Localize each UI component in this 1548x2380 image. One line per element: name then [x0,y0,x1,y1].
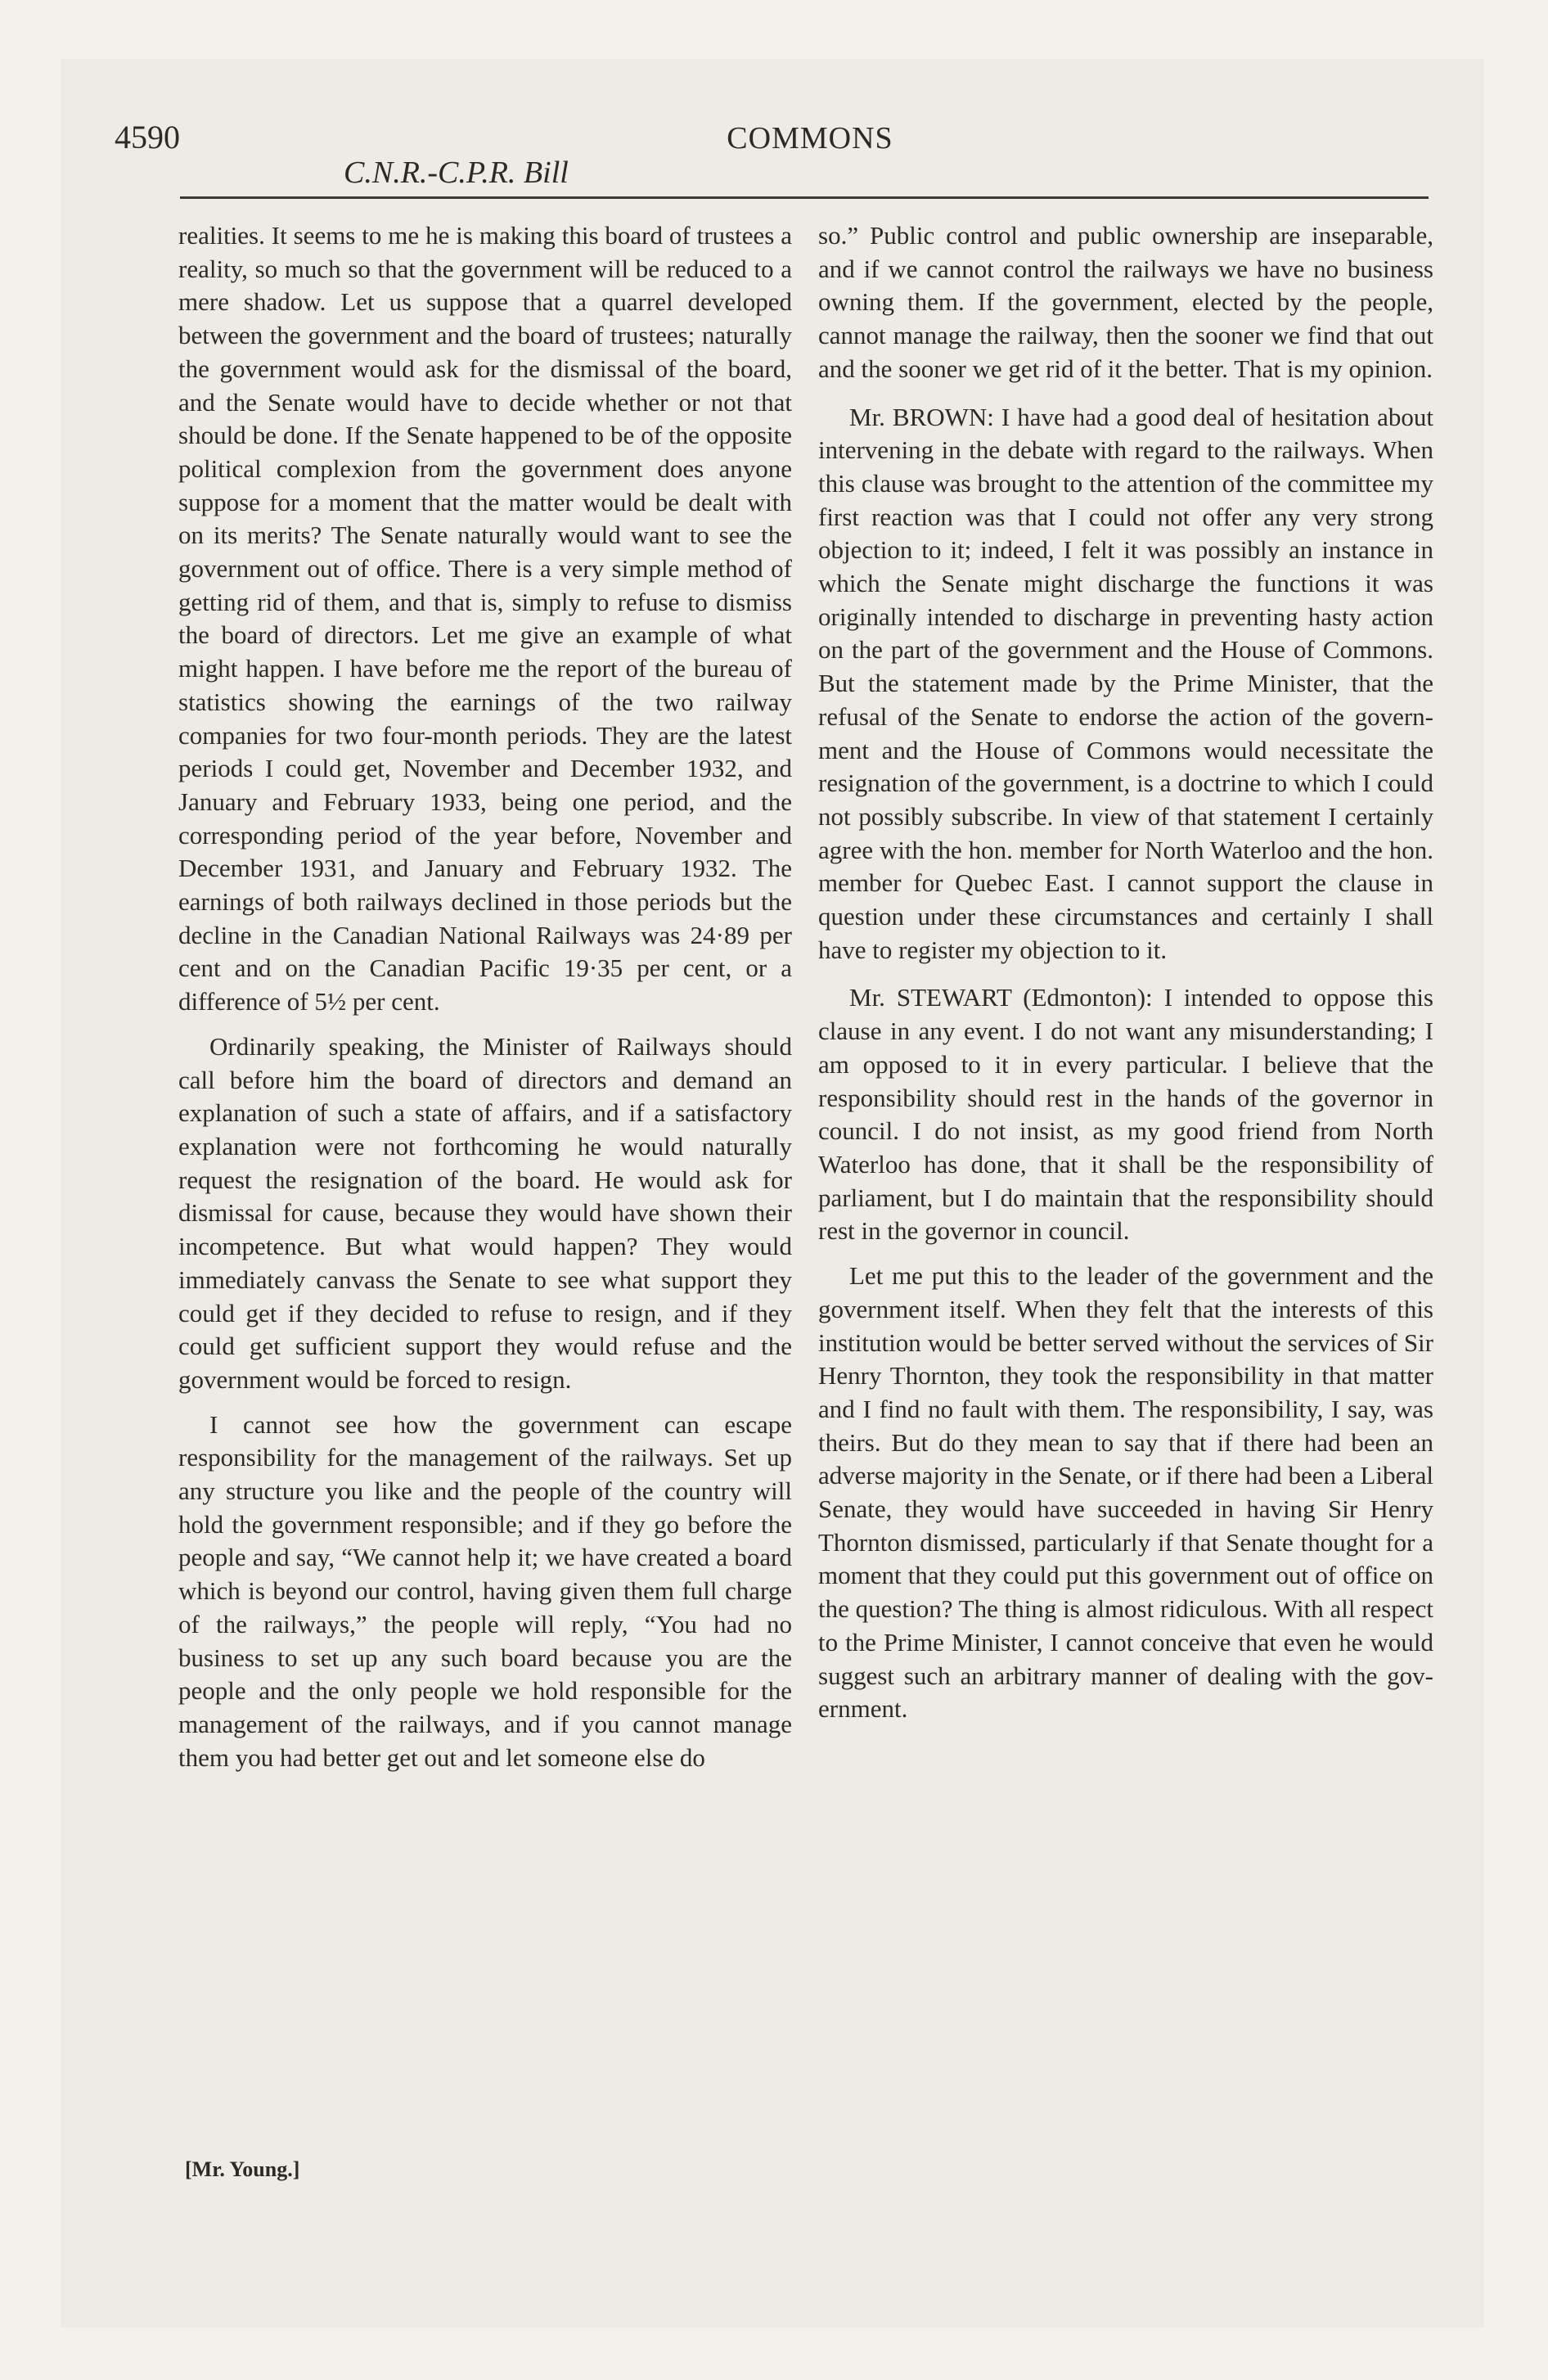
paragraph: realities. It seems to me he is making this board of trustees a reality, so much so that the government will be reduced to a mere shadow. Let us suppose that a quarrel developed between the government and the board of trustees; naturally the government would ask for the dismissal of the board, and the Senate would have to decide whether or not that should be done. If the Senate happened to be of the opposite political complexion from the government does anyone suppose for a moment that the matter would be dealt with on its merits? The Senate naturally would want to see the government out of office. There is a very simple method of getting rid of them, and that is, simply to refuse to dismiss the board of directors. Let me give an example of what might happen. I have before me the report of the bureau of statistics showing the earnings of the two railway companies for two four-month periods. They are the latest periods I could get, November and December 1932, and January and February 1933, being one period, and the corresponding period of the year before, November and December 1931, and January and February 1932. The earnings of both railways declined in those periods but the decline in the Canadian National Railways was 24·89 per cent and on the Canadian Pacific 19·35 per cent, or a difference of 5½ per cent. [178,221,792,1016]
paragraph-speaker-brown: Mr. BROWN: I have had a good deal of hesitation about intervening in the debate with regard to the railways. When this clause was brought to the attention of the committee my first reaction was that I could not offer any very strong objection to it; indeed, I felt it was possibly an instance in which the Senate might discharge the functions it was originally intended to discharge in preventing hasty action on the part of the government and the House of Commons. But the statement made by the Prime Minister, that the refusal of the Senate to endorse the action of the government and the House of Commons would necessitate the resignation of the government, is a doctrine to which I could not possibly subscribe. In view of that statement I certainly agree with the hon. member for North Waterloo and the hon. member for Quebec East. I cannot support the clause in question under these circumstances and certainly I shall have to register my objection to it. [818,402,1433,964]
paragraph-speaker-stewart: Mr. STEWART (Edmonton): I intended to oppose this clause in any event. I do not want any misunderstanding; I am opposed to it in every particular. I believe that the responsibility should rest in the hands of the governor in council. I do not insist, as my good friend from North Waterloo has done, that it shall be the responsibility of parliament, but I do maintain that the responsibility should rest in the governor in council. [818,983,1433,1246]
left-column [178,219,792,1774]
paragraph: I cannot see how the government can escape responsibility for the management of the railways. Set up any structure you like and the people of the country will hold the government responsible; and if they go before the people and say, “We cannot help it; we have created a board which is beyond our control, having given them full charge of the railways,” the people will reply, “You had no business to set up any such board because you are the people and the only people we hold responsible for the management of the railways, and if you cannot manage them you had better get out and let someone else do [178,1409,792,1772]
paragraph: so.” Public control and public ownership are inseparable, and if we cannot control the railways we have no business owning them. If the government, elected by the people, cannot manage the railway, then the sooner we find that out and the sooner we get rid of it the better. That is my opinion. [818,221,1433,383]
speaker-attribution: [Mr. Young.] [185,2157,300,2181]
running-head: COMMONS [727,121,893,156]
paragraph: Let me put this to the leader of the government and the government itself. When they felt that the interests of this institution would be better served without the services of Sir Henry Thornton, they took the responsibility in that matter and I find no fault with them. The responsibility, I say, was theirs. But do they mean to say that if there had been an adverse majority in the Senate, or if there had been a Liberal Senate, they would have succeeded in having Sir Henry Thornton dismissed, particularly if that Senate thought for a moment that they could put this government out of office on the question? The thing is almost ridiculous. With all respect to the Prime Minister, I cannot conceive that even he would suggest such an arbitrary manner of dealing with the government. [818,1261,1433,1724]
header-rule [180,196,1429,199]
paragraph: Ordinarily speaking, the Minister of Railways should call before him the board of directors and demand an explanation of such a state of affairs, and if a satisfactory explanation were not forthcoming he would naturally request the resignation of the board. He would ask for dismissal for cause, because they would have shown their incompetence. But what would happen? They would immediately canvass the Senate to see what support they could get if they decided to refuse to resign, and if they could get sufficient support they would refuse and the government would be forced to resign. [178,1031,792,1394]
bill-title: C.N.R.-C.P.R. Bill [344,156,569,190]
right-column [818,219,1433,1726]
page-number: 4590 [115,119,180,156]
